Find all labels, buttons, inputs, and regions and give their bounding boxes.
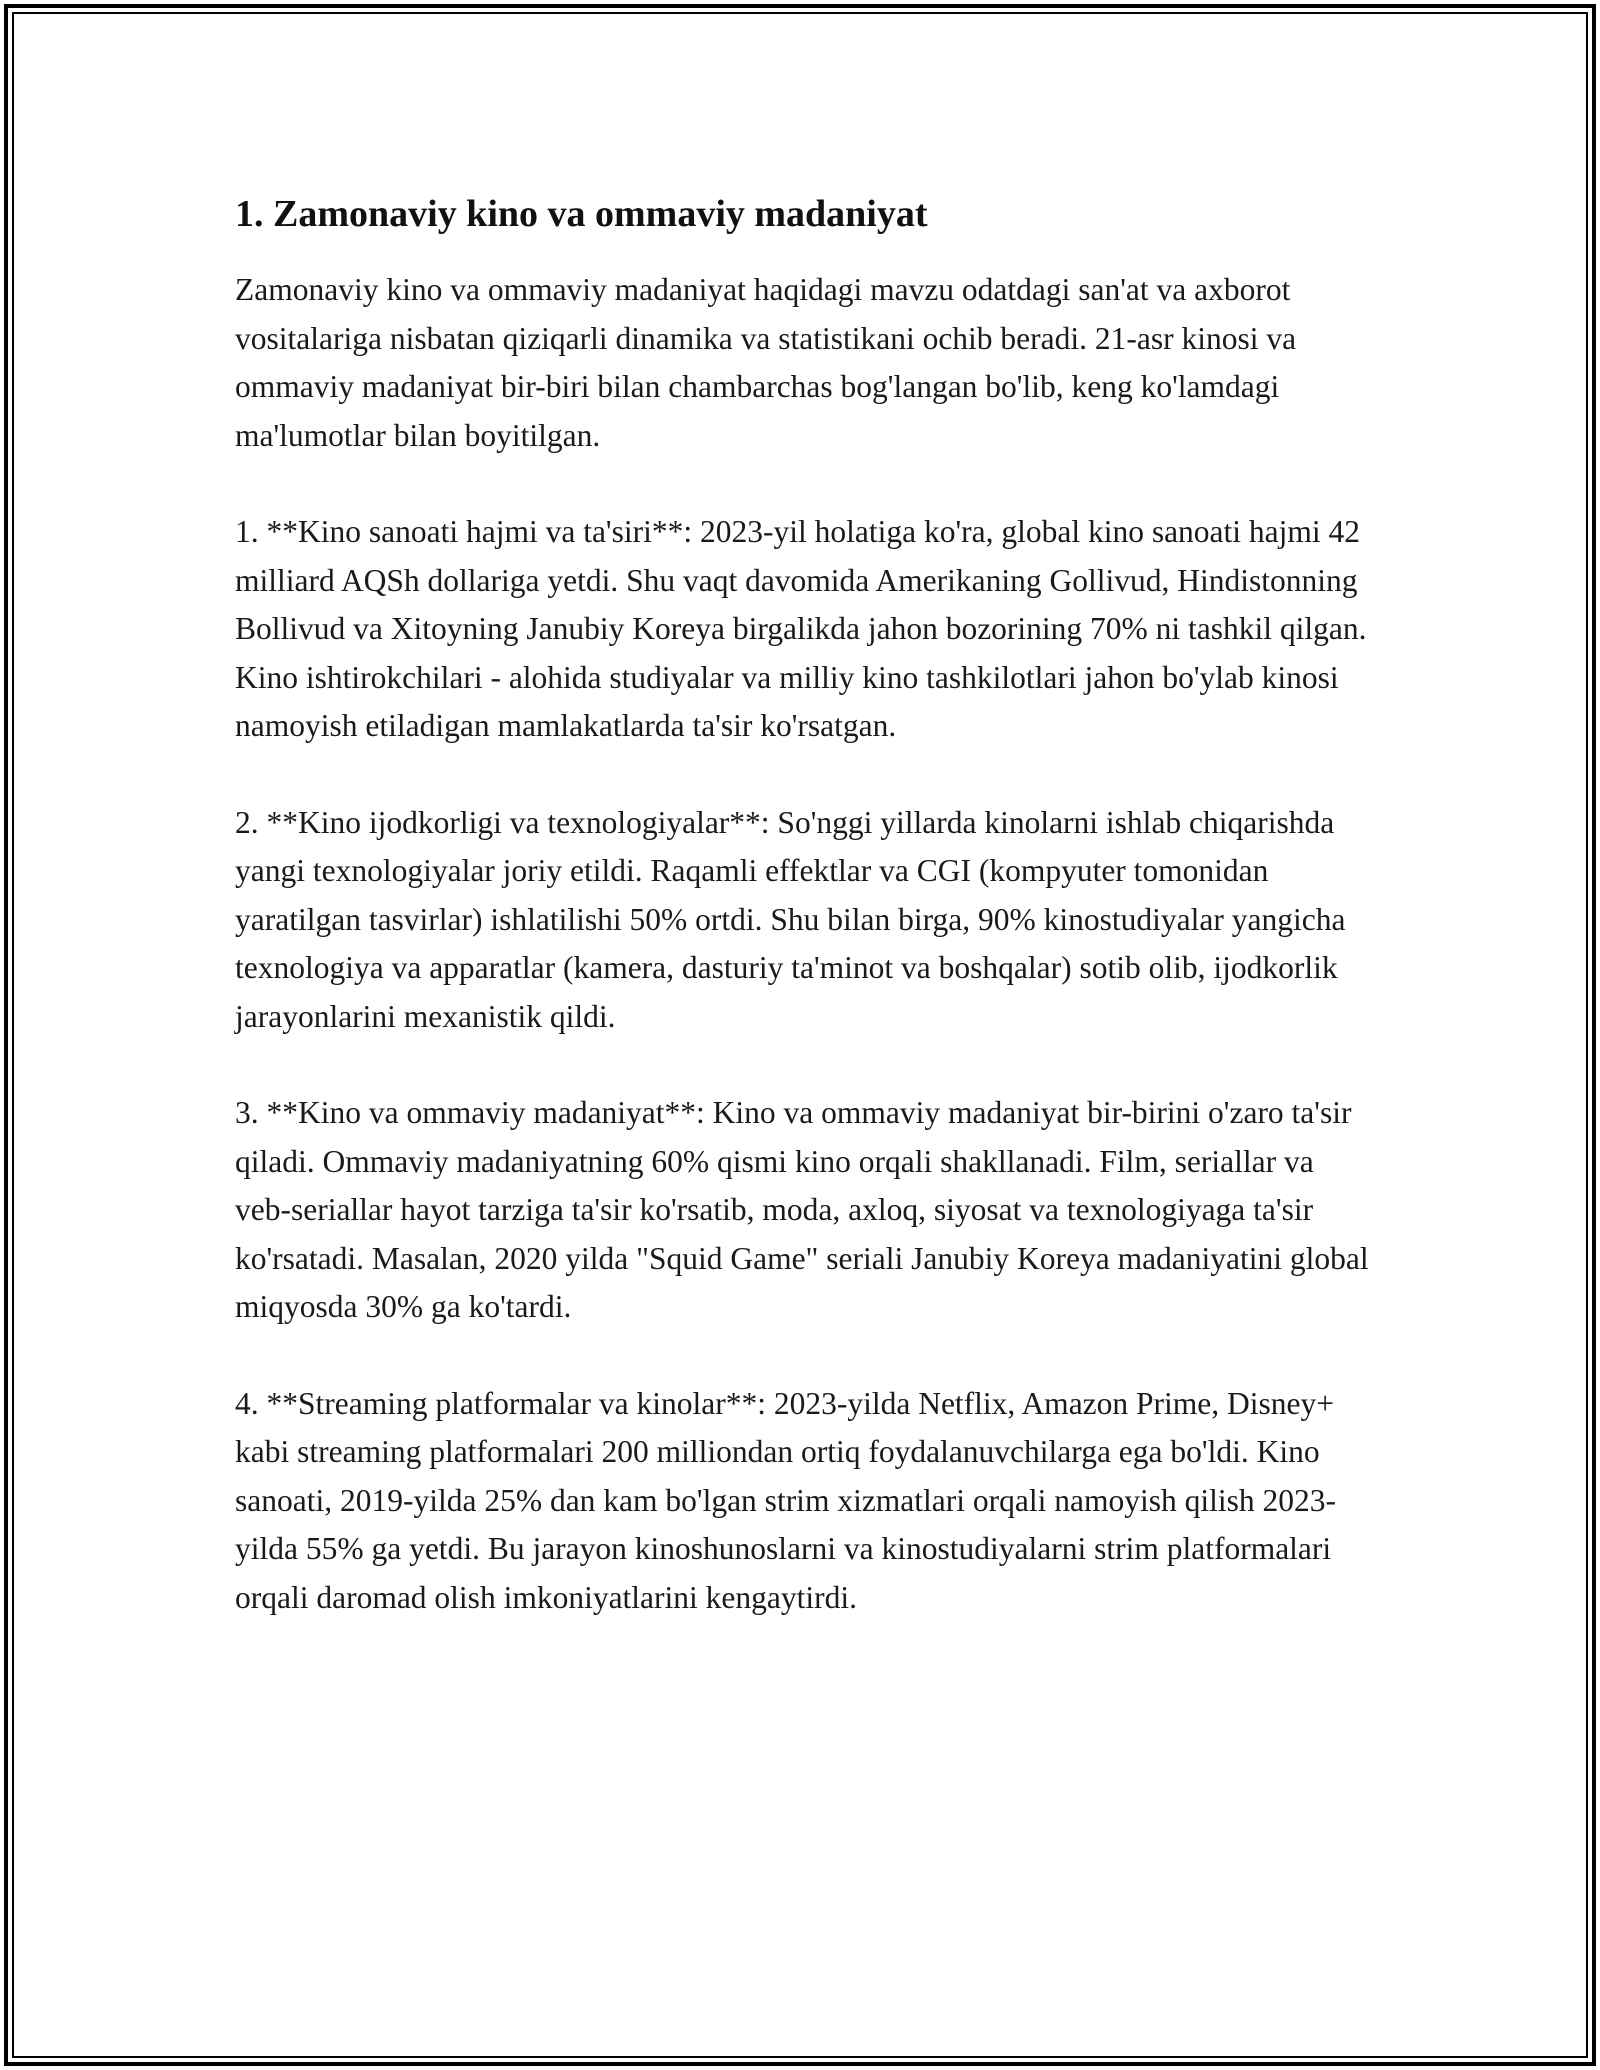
list-item-pop-culture: 3. **Kino va ommaviy madaniyat**: Kino va ommaviy madaniyat bir-birini o'zaro ta'sir qiladi. Ommaviy madaniyatning 60% qismi kino orqali shakllanadi. Film, seriallar va veb-seriallar hayot tarziga ta'sir ko'rsatib, moda, axloq, siyosat va texnologiyaga ta'sir ko'rsatadi. Masalan, 2020 yilda "Squid Game" seriali Janubiy Koreya madaniyatini global miqyosda 30% ga ko'tardi. bbox=[235, 1095, 1369, 1324]
list-item-streaming: 4. **Streaming platformalar va kinolar**: 2023-yilda Netflix, Amazon Prime, Disney+ kabi streaming platformalari 200 milliondan ortiq foydalanuvchilarga ega bo'ldi. Kino sanoati, 2019-yilda 25% dan kam bo'lgan strim xizmatlari orqali namoyish qilish 2023-yilda 55% ga yetdi. Bu jarayon kinoshunoslarni va kinostudiyalarni strim platformalari orqali daromad olish imkoniyatlarini kengaytirdi. bbox=[235, 1385, 1336, 1615]
list-item-technology: 2. **Kino ijodkorligi va texnologiyalar**: So'nggi yillarda kinolarni ishlab chiqarishda yangi texnologiyalar joriy etildi. Raqamli effektlar va CGI (kompyuter tomonidan yaratilgan tasvirlar) ishlatilishi 50% ortdi. Shu bilan birga, 90% kinostudiyalar yangicha texnologiya va apparatlar (kamera, dasturiy ta'minot va boshqalar) sotib olib, ijodkorlik jarayonlarini mexanistik qildi. bbox=[235, 804, 1346, 1034]
document-body bbox=[235, 186, 1375, 1622]
list-item-film-industry: 1. **Kino sanoati hajmi va ta'siri**: 2023-yil holatiga ko'ra, global kino sanoati hajmi 42 milliard AQSh dollariga yetdi. Shu vaqt davomida Amerikaning Gollivud, Hindistonning Bollivud va Xitoyning Janubiy Koreya birgalikda jahon bozorining 70% ni tashkil qilgan. Kino ishtirokchilari - alohida studiyalar va milliy kino tashkilotlari jahon bo'ylab kinosi namoyish etiladigan mamlakatlarda ta'sir ko'rsatgan. bbox=[235, 514, 1367, 743]
document-title: 1. Zamonaviy kino va ommaviy madaniyat bbox=[235, 193, 928, 235]
intro-paragraph: Zamonaviy kino va ommaviy madaniyat haqidagi mavzu odatdagi san'at va axborot vositalariga nisbatan qiziqarli dinamika va statistikani ochib beradi. 21-asr kinosi va ommaviy madaniyat bir-biri bilan chambarchas bog'langan bo'lib, keng ko'lamdagi ma'lumotlar bilan boyitilgan. bbox=[235, 272, 1304, 453]
